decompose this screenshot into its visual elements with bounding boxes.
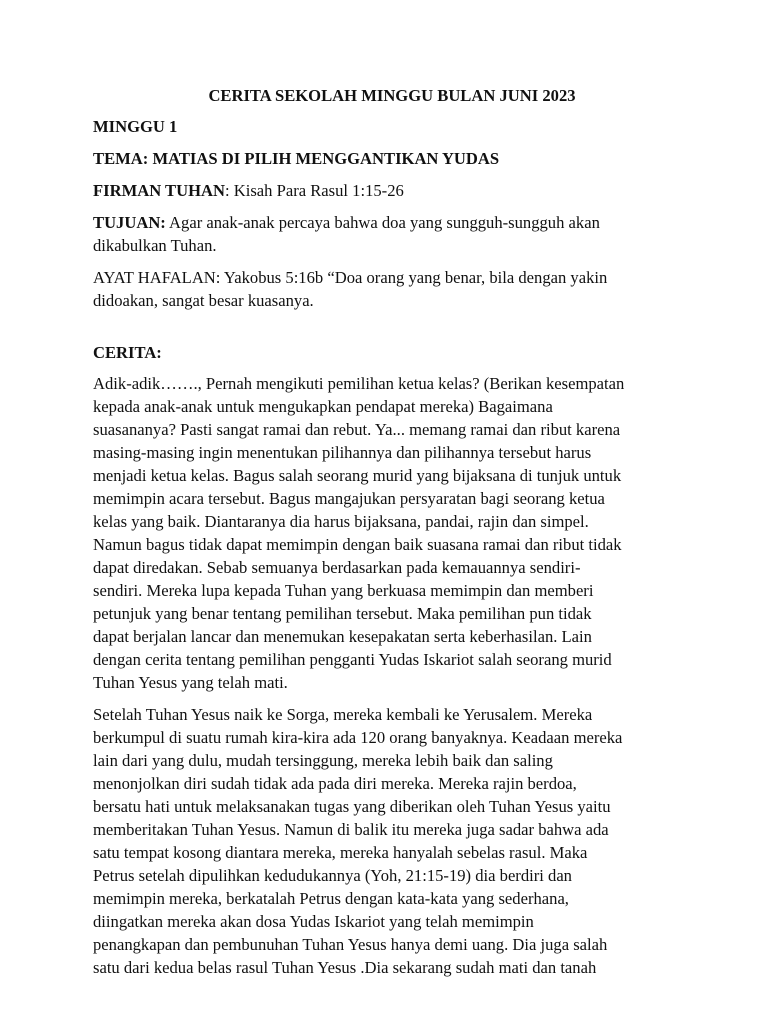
- story-line: memberitakan Tuhan Yesus. Namun di balik itu mereka juga sadar bahwa ada: [93, 820, 609, 839]
- story-line: berkumpul di suatu rumah kira-kira ada 120 orang banyaknya. Keadaan mereka: [93, 728, 623, 747]
- story-line: menjadi ketua kelas. Bagus salah seorang murid yang bijaksana di tunjuk untuk: [93, 466, 622, 485]
- story-line: dapat berjalan lancar dan menemukan kesepakatan serta keberhasilan. Lain: [93, 627, 592, 646]
- goal-text-1: Agar anak-anak percaya bahwa doa yang sungguh-sungguh akan: [165, 213, 600, 232]
- story-line: dengan cerita tentang pemilihan pengganti Yudas Iskariot salah seorang murid: [93, 650, 612, 669]
- story-line: memimpin mereka, berkatalah Petrus dengan kata-kata yang sederhana,: [93, 889, 569, 908]
- story-line: kepada anak-anak untuk mengukapkan pendapat mereka) Bagaimana: [93, 397, 553, 416]
- story-line: dapat diredakan. Sebab semuanya berdasarkan pada kemauannya sendiri-: [93, 558, 581, 577]
- scripture-label: FIRMAN TUHAN: [93, 181, 225, 200]
- story-line: satu dari kedua belas rasul Tuhan Yesus .Dia sekarang sudah mati dan tanah: [93, 958, 597, 977]
- memory-verse-line: AYAT HAFALAN: Yakobus 5:16b “Doa orang yang benar, bila dengan yakin: [93, 268, 608, 287]
- document-content: [93, 84, 683, 988]
- story-line: suasananya? Pasti sangat ramai dan rebut. Ya... memang ramai dan ribut karena: [93, 420, 621, 439]
- memory-verse-paragraph: [93, 266, 683, 312]
- document-title: CERITA SEKOLAH MINGGU BULAN JUNI 2023: [208, 86, 576, 105]
- story-line: lain dari yang dulu, mudah tersinggung, mereka lebih baik dan saling: [93, 751, 553, 770]
- story-line: masing-masing ingin menentukan pilihannya dan pilihannya tersebut harus: [93, 443, 592, 462]
- story-line: Namun bagus tidak dapat memimpin dengan baik suasana ramai dan ribut tidak: [93, 535, 622, 554]
- story-line: petunjuk yang benar tentang pemilihan tersebut. Maka pemilihan pun tidak: [93, 604, 592, 623]
- goal-line-2: dikabulkan Tuhan.: [93, 236, 217, 255]
- story-paragraph-2: [93, 703, 683, 979]
- week-heading: MINGGU 1: [93, 117, 178, 136]
- story-line: kelas yang baik. Diantaranya dia harus bijaksana, pandai, rajin dan simpel.: [93, 512, 589, 531]
- scripture-value: : Kisah Para Rasul 1:15-26: [224, 181, 404, 200]
- story-line: satu tempat kosong diantara mereka, mereka hanyalah sebelas rasul. Maka: [93, 843, 588, 862]
- story-line: menonjolkan diri sudah tidak ada pada diri mereka. Mereka rajin berdoa,: [93, 774, 577, 793]
- goal-label: TUJUAN:: [93, 213, 166, 232]
- story-line: bersatu hati untuk melaksanakan tugas yang diberikan oleh Tuhan Yesus yaitu: [93, 797, 611, 816]
- goal-line-1: [93, 211, 683, 234]
- story-line: diingatkan mereka akan dosa Yudas Iskariot yang telah memimpin: [93, 912, 534, 931]
- story-line: penangkapan dan pembunuhan Tuhan Yesus hanya demi uang. Dia juga salah: [93, 935, 608, 954]
- story-line: sendiri. Mereka lupa kepada Tuhan yang berkuasa memimpin dan memberi: [93, 581, 594, 600]
- story-heading: CERITA:: [93, 343, 162, 362]
- story-line: memimpin acara tersebut. Bagus mangajukan persyaratan bagi seorang ketua: [93, 489, 605, 508]
- story-line: Petrus setelah dipulihkan kedudukannya (Yoh, 21:15-19) dia berdiri dan: [93, 866, 572, 885]
- goal-paragraph: [93, 211, 683, 257]
- story-paragraph-1: [93, 372, 683, 694]
- theme-heading: TEMA: MATIAS DI PILIH MENGGANTIKAN YUDAS: [93, 149, 500, 168]
- story-line: Tuhan Yesus yang telah mati.: [93, 673, 288, 692]
- memory-verse-line: didoakan, sangat besar kuasanya.: [93, 291, 314, 310]
- story-line: Adik-adik……., Pernah mengikuti pemilihan ketua kelas? (Berikan kesempatan: [93, 374, 625, 393]
- story-line: Setelah Tuhan Yesus naik ke Sorga, mereka kembali ke Yerusalem. Mereka: [93, 705, 593, 724]
- scripture-line: [93, 179, 683, 202]
